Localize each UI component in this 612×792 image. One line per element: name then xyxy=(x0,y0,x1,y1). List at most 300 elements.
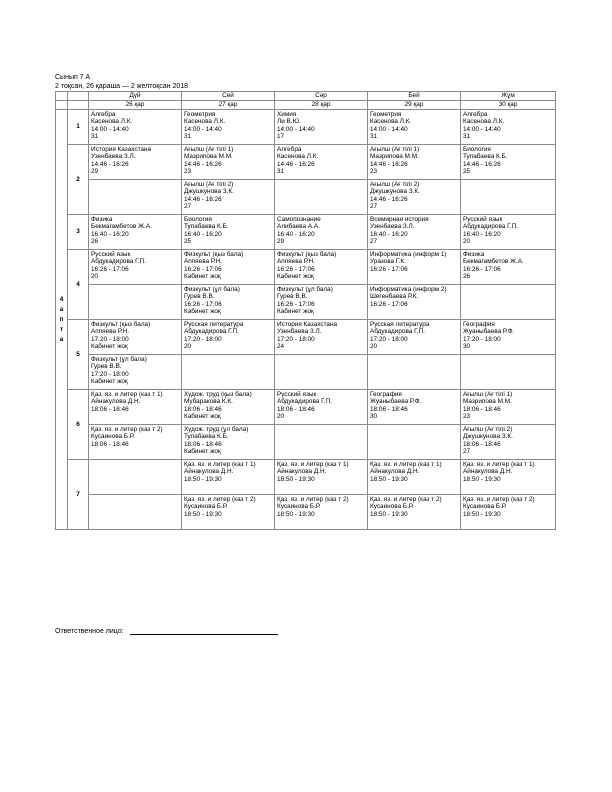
lesson-time: 18:50 - 19:30 xyxy=(463,510,501,518)
lesson-cell xyxy=(461,250,556,285)
lesson-room: 23 xyxy=(184,167,192,175)
lesson-room: Кабинет жоқ xyxy=(184,307,221,315)
signature-line xyxy=(130,627,278,635)
lesson-cell xyxy=(275,495,368,530)
lesson-teacher: Касенова Л.К. xyxy=(463,118,505,126)
period-number: 2 xyxy=(68,145,89,215)
lesson-subject: Русский язык xyxy=(463,216,503,223)
lesson-content xyxy=(277,111,365,143)
lesson-room: 20 xyxy=(91,272,99,280)
lesson-cell xyxy=(182,145,275,180)
lesson-time: 17:20 - 18:00 xyxy=(184,335,222,343)
lesson-content xyxy=(277,216,365,248)
lesson-room: 24 xyxy=(277,342,285,350)
lesson-cell xyxy=(89,215,182,250)
lesson-time: 18:06 - 18:46 xyxy=(91,440,129,448)
lesson-content xyxy=(91,181,179,213)
lesson-teacher: Мазрипова М.М. xyxy=(463,398,512,406)
lesson-cell xyxy=(89,495,182,530)
lesson-cell xyxy=(275,250,368,285)
lesson-time: 14:00 - 14:40 xyxy=(277,125,315,133)
lesson-teacher: Айнакулова Д.Н. xyxy=(277,468,327,476)
lesson-subject: Ағылш (Ағ тілі 1) xyxy=(463,391,513,398)
lesson-teacher: Абдукадирова Г.П. xyxy=(91,258,146,266)
period-number: 6 xyxy=(68,390,89,460)
lesson-time: 16:40 - 16:20 xyxy=(91,230,129,238)
lesson-content xyxy=(277,496,365,528)
lesson-cell xyxy=(89,180,182,215)
lesson-cell xyxy=(182,495,275,530)
lesson-time: 14:00 - 14:40 xyxy=(463,125,501,133)
lesson-cell xyxy=(275,145,368,180)
responsible-label: Ответственное лицо: xyxy=(55,628,124,635)
lesson-teacher: Жуаныбаева Р.Ф. xyxy=(370,398,422,406)
lesson-time: 16:26 - 17:06 xyxy=(184,265,222,273)
lesson-cell xyxy=(182,320,275,355)
lesson-content xyxy=(91,321,179,353)
lesson-room: 25 xyxy=(184,237,192,245)
lesson-subject: Қаз. яз. и литер (каз т 2) xyxy=(91,426,163,433)
lesson-room: 20 xyxy=(184,342,192,350)
day-header: Дүй xyxy=(89,92,182,101)
period-number: 4 xyxy=(68,250,89,320)
lesson-content xyxy=(463,496,553,528)
lesson-teacher: Ли В.Ю. xyxy=(277,118,301,126)
lesson-subject: Ағылш (Ағ тілі 2) xyxy=(370,181,420,188)
lesson-cell xyxy=(461,320,556,355)
lesson-time: 16:40 - 16:20 xyxy=(184,230,222,238)
lesson-teacher: Касенова Л.К. xyxy=(184,118,226,126)
lesson-cell xyxy=(275,460,368,495)
lesson-content xyxy=(91,286,179,318)
lesson-subject: Биология xyxy=(463,146,491,153)
lesson-teacher: Кусаинова Б.Р. xyxy=(463,503,507,511)
lesson-cell xyxy=(89,390,182,425)
lesson-content xyxy=(184,391,272,423)
lesson-content xyxy=(370,216,458,248)
lesson-subject: История Казахстана xyxy=(91,146,152,153)
lesson-teacher: Уразова Г.К. xyxy=(370,258,406,266)
lesson-time: 14:00 - 14:40 xyxy=(91,125,129,133)
footer xyxy=(55,627,278,635)
table-row xyxy=(56,285,556,320)
lesson-subject: Химия xyxy=(277,111,297,118)
lesson-content xyxy=(463,216,553,248)
lesson-subject: Геометрия xyxy=(184,111,216,118)
lesson-subject: Биология xyxy=(184,216,212,223)
lesson-time: 14:46 - 16:26 xyxy=(184,195,222,203)
lesson-teacher: Касенова Л.К. xyxy=(370,118,412,126)
lesson-time: 18:06 - 18:46 xyxy=(184,405,222,413)
lesson-cell xyxy=(89,320,182,355)
lesson-teacher: Шегенбаева Р.К. xyxy=(370,293,419,301)
lesson-cell xyxy=(182,390,275,425)
lesson-room: Кабинет жоқ xyxy=(91,377,128,385)
lesson-subject: Информатика (информ 1) xyxy=(370,251,447,258)
lesson-teacher: Гурев В.В. xyxy=(184,293,215,301)
lesson-content xyxy=(184,181,272,213)
lesson-teacher: Айнакулова Д.Н. xyxy=(463,468,513,476)
date-header: 26 қар xyxy=(89,101,182,110)
shift-letter: п xyxy=(59,315,64,323)
lesson-subject: Қаз. яз. и литер (каз т 2) xyxy=(184,496,256,503)
lesson-cell xyxy=(89,250,182,285)
lesson-cell xyxy=(275,355,368,390)
lesson-teacher: Кусаинова Б.Р. xyxy=(184,503,228,511)
lesson-subject: Алгебра xyxy=(463,111,488,118)
lesson-content xyxy=(184,251,272,283)
lesson-time: 18:06 - 18:46 xyxy=(463,405,501,413)
lesson-time: 18:50 - 19:30 xyxy=(277,510,315,518)
lesson-room: Кабинет жоқ xyxy=(184,412,221,420)
lesson-teacher: Касенова Л.К. xyxy=(91,118,133,126)
lesson-time: 16:26 - 17:06 xyxy=(91,265,129,273)
lesson-time: 18:06 - 18:46 xyxy=(184,440,222,448)
lesson-content xyxy=(184,356,272,388)
lesson-cell xyxy=(275,390,368,425)
lesson-cell xyxy=(182,110,275,145)
table-row xyxy=(56,355,556,390)
day-header: Сей xyxy=(182,92,275,101)
lesson-cell xyxy=(89,110,182,145)
lesson-cell xyxy=(89,145,182,180)
lesson-content xyxy=(184,321,272,353)
lesson-content xyxy=(370,181,458,213)
lesson-room: 25 xyxy=(463,167,471,175)
lesson-subject: Ағылш (Ағ тілі 1) xyxy=(184,146,234,153)
lesson-cell xyxy=(182,180,275,215)
lesson-cell xyxy=(461,460,556,495)
lesson-content xyxy=(463,111,553,143)
lesson-subject: География xyxy=(370,391,402,398)
lesson-content xyxy=(184,146,272,178)
lesson-teacher: Узенбаева З.Л. xyxy=(370,223,415,231)
lesson-time: 14:00 - 14:40 xyxy=(184,125,222,133)
lesson-content xyxy=(184,286,272,318)
day-header: Жұм xyxy=(461,92,556,101)
lesson-time: 18:06 - 18:46 xyxy=(91,405,129,413)
lesson-subject: Самопознание xyxy=(277,216,321,223)
lesson-room: 20 xyxy=(463,237,471,245)
lesson-content xyxy=(91,356,179,388)
lesson-teacher: Мубаракова К.К. xyxy=(184,398,233,406)
lesson-content xyxy=(463,286,553,318)
period-range: 2 тоқсан, 26 қараша — 2 желтоқсан 2018 xyxy=(55,83,189,90)
date-header: 27 қар xyxy=(182,101,275,110)
lesson-room: 26 xyxy=(91,237,99,245)
lesson-teacher: Тупабаева К.Б. xyxy=(184,433,229,441)
lesson-time: 16:26 - 17:06 xyxy=(184,300,222,308)
lesson-time: 17:20 - 18:00 xyxy=(91,370,129,378)
period-number: 1 xyxy=(68,110,89,145)
lesson-content xyxy=(370,111,458,143)
lesson-cell xyxy=(368,495,461,530)
lesson-subject: Русская литература xyxy=(370,321,430,328)
lesson-content xyxy=(184,461,272,493)
lesson-room: Кабинет жоқ xyxy=(277,307,314,315)
lesson-subject: Қаз. яз. и литер (каз т 2) xyxy=(277,496,349,503)
lesson-content xyxy=(370,286,458,318)
lesson-cell xyxy=(89,460,182,495)
lesson-time: 16:26 - 17:06 xyxy=(277,265,315,273)
lesson-teacher: Джушкунова З.К. xyxy=(370,188,420,196)
day-header: Сәр xyxy=(275,92,368,101)
lesson-content xyxy=(184,426,272,458)
lesson-cell xyxy=(368,460,461,495)
period-number: 3 xyxy=(68,215,89,250)
lesson-time: 16:40 - 16:20 xyxy=(463,230,501,238)
lesson-time: 18:06 - 18:46 xyxy=(463,440,501,448)
lesson-cell xyxy=(89,285,182,320)
lesson-cell xyxy=(368,215,461,250)
lesson-content xyxy=(277,251,365,283)
lesson-room: 23 xyxy=(370,167,378,175)
lesson-cell xyxy=(275,215,368,250)
lesson-content xyxy=(91,216,179,248)
shift-letter: т xyxy=(59,325,64,333)
shift-label xyxy=(56,110,68,530)
lesson-room: Кабинет жоқ xyxy=(91,342,128,350)
lesson-teacher: Аппяева Р.Н. xyxy=(277,258,316,266)
lesson-subject: Қаз. яз. и литер (каз т 2) xyxy=(370,496,442,503)
lesson-teacher: Узенбаева З.Л. xyxy=(91,153,136,161)
lesson-room: Кабинет жоқ xyxy=(184,272,221,280)
lesson-content xyxy=(91,426,179,458)
lesson-cell xyxy=(461,145,556,180)
lesson-cell xyxy=(368,425,461,460)
lesson-content xyxy=(463,461,553,493)
lesson-teacher: Кусаинова Б.Р. xyxy=(91,433,135,441)
lesson-content xyxy=(277,286,365,318)
lesson-content xyxy=(277,321,365,353)
lesson-room: 30 xyxy=(463,342,471,350)
lesson-cell xyxy=(461,390,556,425)
lesson-teacher: Гурев В.В. xyxy=(91,363,122,371)
lesson-teacher: Джушкунова З.К. xyxy=(184,188,234,196)
lesson-content xyxy=(370,251,458,283)
lesson-room: 30 xyxy=(370,412,378,420)
lesson-teacher: Айнакулова Д.Н. xyxy=(370,468,420,476)
lesson-cell xyxy=(182,460,275,495)
lesson-subject: Физкульт (қыз бала) xyxy=(184,251,244,258)
lesson-subject: Физкульт (қыз бала) xyxy=(277,251,337,258)
lesson-cell xyxy=(368,110,461,145)
lesson-subject: Физкульт (ұл бала) xyxy=(277,286,333,293)
lesson-subject: Худож. труд (ұл бала) xyxy=(184,426,249,433)
lesson-room: 23 xyxy=(463,412,471,420)
lesson-room: 31 xyxy=(370,132,378,140)
lesson-cell xyxy=(461,180,556,215)
lesson-content xyxy=(463,391,553,423)
lesson-content xyxy=(277,461,365,493)
lesson-time: 14:46 - 16:26 xyxy=(370,160,408,168)
lesson-time: 17:20 - 18:00 xyxy=(277,335,315,343)
lesson-subject: Физика xyxy=(91,216,113,223)
lesson-time: 18:50 - 19:30 xyxy=(277,475,315,483)
lesson-room: 26 xyxy=(463,272,471,280)
lesson-subject: Физкульт (ұл бала) xyxy=(184,286,240,293)
lesson-content xyxy=(370,356,458,388)
lesson-cell xyxy=(368,285,461,320)
lesson-subject: Қаз. яз. и литер (каз т 1) xyxy=(277,461,349,468)
table-row xyxy=(56,250,556,285)
lesson-cell xyxy=(461,285,556,320)
lesson-content xyxy=(370,461,458,493)
lesson-teacher: Абдукадирова Г.П. xyxy=(277,398,332,406)
lesson-subject: Физкульт (ұл бала) xyxy=(91,356,147,363)
lesson-room: Кабинет жоқ xyxy=(277,272,314,280)
lesson-time: 18:50 - 19:30 xyxy=(463,475,501,483)
lesson-time: 16:40 - 16:20 xyxy=(370,230,408,238)
lesson-time: 14:46 - 16:26 xyxy=(370,195,408,203)
lesson-content xyxy=(91,146,179,178)
lesson-time: 18:06 - 18:46 xyxy=(370,405,408,413)
lesson-teacher: Жуаныбаева Р.Ф. xyxy=(463,328,515,336)
lesson-subject: Алгебра xyxy=(91,111,116,118)
lesson-time: 14:00 - 14:40 xyxy=(370,125,408,133)
date-header: 29 қар xyxy=(368,101,461,110)
period-number: 5 xyxy=(68,320,89,390)
lesson-cell xyxy=(368,320,461,355)
shift-letter: а xyxy=(59,305,64,313)
lesson-content xyxy=(91,111,179,143)
lesson-content xyxy=(463,251,553,283)
lesson-content xyxy=(370,146,458,178)
lesson-subject: Ағылш (Ағ тілі 2) xyxy=(184,181,234,188)
class-title: Сынып 7 А xyxy=(55,74,91,81)
lesson-time: 14:46 - 16:26 xyxy=(277,160,315,168)
lesson-time: 18:50 - 19:30 xyxy=(184,475,222,483)
lesson-content xyxy=(277,426,365,458)
table-row xyxy=(56,390,556,425)
lesson-cell xyxy=(368,145,461,180)
lesson-cell xyxy=(368,390,461,425)
lesson-teacher: Тупабаева К.Б. xyxy=(463,153,508,161)
lesson-room: 27 xyxy=(463,447,471,455)
table-row xyxy=(56,320,556,355)
date-header: 30 қар xyxy=(461,101,556,110)
period-number: 7 xyxy=(68,460,89,530)
table-row xyxy=(56,180,556,215)
lesson-subject: История Казахстана xyxy=(277,321,338,328)
lesson-content xyxy=(370,496,458,528)
lesson-content xyxy=(463,321,553,353)
lesson-content xyxy=(91,461,179,493)
timetable xyxy=(55,91,556,530)
lesson-room: 31 xyxy=(184,132,192,140)
lesson-content xyxy=(463,181,553,213)
lesson-cell xyxy=(461,110,556,145)
lesson-room: 29 xyxy=(91,167,99,175)
lesson-subject: Геометрия xyxy=(370,111,402,118)
lesson-teacher: Джушкунова З.К. xyxy=(463,433,513,441)
day-header: Бей xyxy=(368,92,461,101)
lesson-content xyxy=(277,391,365,423)
lesson-content xyxy=(184,496,272,528)
lesson-time: 18:50 - 19:30 xyxy=(370,510,408,518)
lesson-content xyxy=(277,146,365,178)
lesson-teacher: Тупабаева К.Б. xyxy=(184,223,229,231)
lesson-room: 20 xyxy=(370,342,378,350)
lesson-cell xyxy=(275,425,368,460)
lesson-cell xyxy=(89,355,182,390)
lesson-content xyxy=(370,321,458,353)
lesson-subject: Физика xyxy=(463,251,485,258)
timetable-body xyxy=(56,110,556,530)
lesson-time: 17:20 - 18:00 xyxy=(370,335,408,343)
lesson-subject: Қаз. яз. и литер (каз т 1) xyxy=(91,391,163,398)
lesson-content xyxy=(91,251,179,283)
lesson-time: 18:50 - 19:30 xyxy=(184,510,222,518)
lesson-subject: Всемирная история xyxy=(370,216,429,223)
lesson-room: 29 xyxy=(277,237,285,245)
lesson-content xyxy=(463,146,553,178)
lesson-cell xyxy=(461,355,556,390)
timetable-header xyxy=(56,92,556,110)
lesson-room: 27 xyxy=(184,202,192,210)
lesson-time: 16:26 - 17:06 xyxy=(463,265,501,273)
lesson-teacher: Мазрипова М.М. xyxy=(184,153,233,161)
lesson-room: 20 xyxy=(277,412,285,420)
lesson-time: 17:20 - 18:00 xyxy=(91,335,129,343)
lesson-cell xyxy=(368,250,461,285)
lesson-content xyxy=(277,356,365,388)
lesson-time: 16:26 - 17:06 xyxy=(370,265,408,273)
lesson-time: 17:20 - 18:00 xyxy=(463,335,501,343)
lesson-cell xyxy=(461,215,556,250)
lesson-cell xyxy=(368,180,461,215)
lesson-time: 18:06 - 18:46 xyxy=(277,405,315,413)
lesson-cell xyxy=(368,355,461,390)
lesson-teacher: Касенова Л.К. xyxy=(277,153,319,161)
lesson-subject: Худож. труд (қыз бала) xyxy=(184,391,252,398)
lesson-content xyxy=(91,496,179,528)
lesson-subject: Русская литература xyxy=(184,321,244,328)
table-row xyxy=(56,495,556,530)
lesson-content xyxy=(463,356,553,388)
lesson-time: 14:46 - 16:26 xyxy=(91,160,129,168)
lesson-time: 16:26 - 17:06 xyxy=(370,300,408,308)
lesson-content xyxy=(277,181,365,213)
lesson-cell xyxy=(275,320,368,355)
lesson-content xyxy=(370,391,458,423)
lesson-time: 18:50 - 19:30 xyxy=(370,475,408,483)
lesson-cell xyxy=(275,180,368,215)
lesson-subject: Информатика (информ 2) xyxy=(370,286,447,293)
lesson-cell xyxy=(89,425,182,460)
lesson-cell xyxy=(182,215,275,250)
lesson-cell xyxy=(275,110,368,145)
shift-letter: а xyxy=(59,335,64,343)
table-row xyxy=(56,110,556,145)
table-row xyxy=(56,425,556,460)
table-row xyxy=(56,460,556,495)
lesson-content xyxy=(370,426,458,458)
lesson-subject: Қаз. яз. и литер (каз т 2) xyxy=(463,496,535,503)
lesson-room: 27 xyxy=(370,237,378,245)
table-row xyxy=(56,215,556,250)
lesson-teacher: Бекмагамбетов Ж.А. xyxy=(91,223,152,231)
lesson-teacher: Гурев В.В. xyxy=(277,293,308,301)
lesson-room: 31 xyxy=(91,132,99,140)
lesson-teacher: Мазрипова М.М. xyxy=(370,153,419,161)
lesson-subject: Русский язык xyxy=(277,391,317,398)
lesson-subject: Қаз. яз. и литер (каз т 1) xyxy=(184,461,256,468)
lesson-time: 14:46 - 16:26 xyxy=(184,160,222,168)
lesson-subject: Қаз. яз. и литер (каз т 1) xyxy=(370,461,442,468)
lesson-subject: Ағылш (Ағ тілі 1) xyxy=(370,146,420,153)
lesson-teacher: Кусаинова Б.Р. xyxy=(370,503,414,511)
